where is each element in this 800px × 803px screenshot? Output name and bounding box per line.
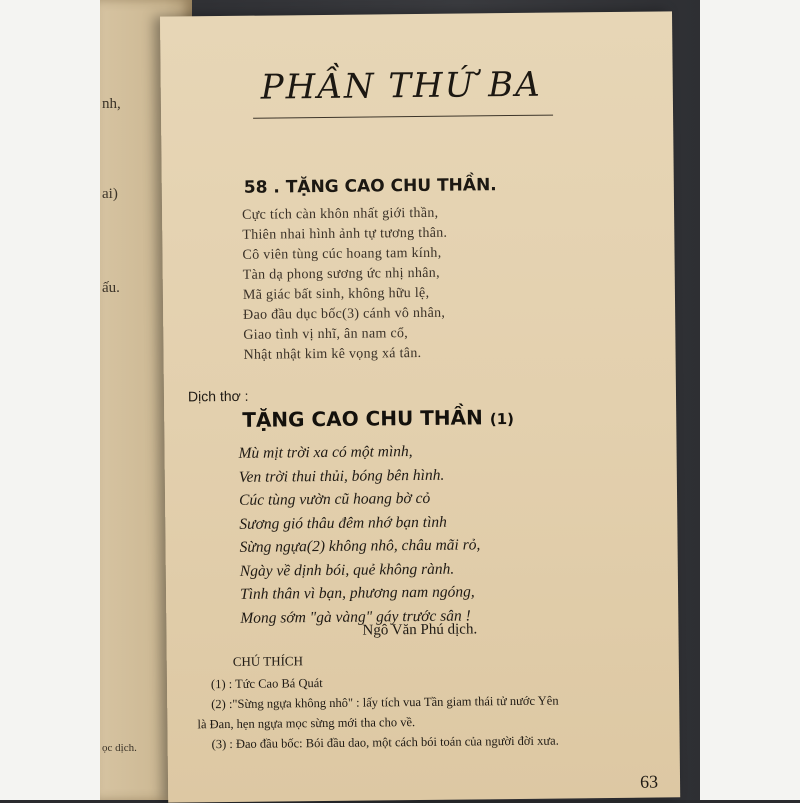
translation-title [242, 405, 514, 432]
footnote-line: (3) : Đao đầu bốc: Bói đầu dao, một cách bói toán của người đời xưa. [211, 733, 559, 752]
translation-line: Ngày về dịnh bói, quẻ không rành. [239, 560, 455, 580]
footnotes [197, 669, 668, 754]
left-page-fragment: nh, [102, 96, 121, 112]
translated-poem [238, 439, 481, 630]
left-page-fragment: ấu. [102, 280, 120, 296]
poem-line: Mã giác bất sinh, không hữu lệ, [242, 285, 430, 303]
translation-label: Dịch thơ : [187, 387, 249, 405]
translation-line: Cúc tùng vườn cũ hoang bờ cỏ [238, 489, 431, 509]
translation-line: Tình thân vì bạn, phương nam ngóng, [239, 583, 475, 603]
footnote-line: (1) : Tức Cao Bá Quát [210, 676, 323, 692]
poem-line: Cô viên tùng cúc hoang tam kính, [242, 245, 442, 263]
poem-line: Đao đầu dục bốc(3) cánh vô nhân, [243, 305, 446, 323]
footnote-line: là Đan, hẹn ngựa mọc sừng mới tha cho về. [197, 715, 416, 732]
part-title: PHẦN THỨ BA [260, 64, 542, 108]
translation-line: Sương gió thâu đêm nhớ bạn tình [239, 513, 447, 533]
title-underline [253, 115, 553, 119]
notes-heading: CHÚ THÍCH [232, 653, 304, 669]
translation-line: Mong sớm "gà vàng" gáy trước sân ! [240, 606, 471, 627]
left-page-fragment: ọc dịch. [102, 742, 137, 754]
book-page [160, 11, 680, 802]
poem-line: Cực tích càn khôn nhất giới thần, [242, 205, 439, 223]
translator-credit: Ngô Văn Phú dịch. [362, 621, 478, 639]
original-poem [242, 204, 449, 366]
footnote-line: (2) :"Sừng ngựa không nhô" : lấy tích vua Tần giam thái tử nước Yên [211, 693, 559, 712]
poem-line: Thiên nhai hình ảnh tự tương thân. [242, 225, 448, 243]
page-number: 63 [639, 771, 659, 792]
translation-line: Sừng ngựa(2) không nhô, châu mãi rỏ, [239, 536, 481, 556]
translation-title-text: TẶNG CAO CHU THẦN [242, 405, 483, 432]
translation-title-footnote: (1) [489, 409, 515, 429]
left-page-fragment: ai) [102, 186, 118, 202]
translation-line: Ven trời thui thủi, bóng bên hình. [238, 466, 445, 486]
poem-line: Tàn dạ phong sương ức nhị nhân, [242, 265, 440, 283]
poem-line: Nhật nhật kim kê vọng xá tân. [243, 345, 422, 363]
poem-line: Giao tình vị nhĩ, ân nam cổ, [243, 326, 409, 343]
translation-line: Mù mịt trời xa có một mình, [238, 443, 413, 462]
poem-heading: 58 . TẶNG CAO CHU THẦN. [243, 175, 497, 198]
